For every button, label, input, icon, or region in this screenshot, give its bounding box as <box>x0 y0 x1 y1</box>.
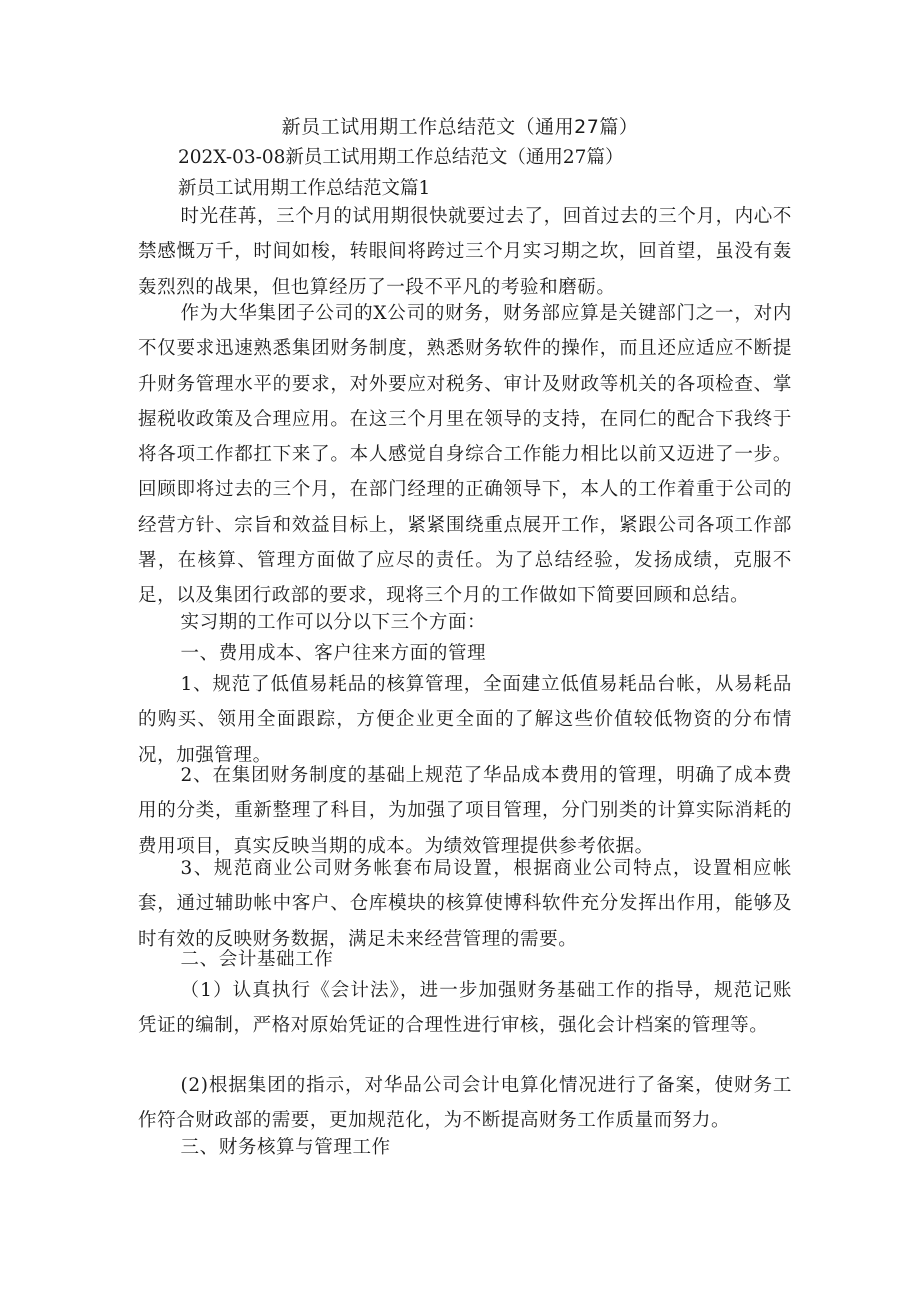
list-item-1: 1、规范了低值易耗品的核算管理，全面建立低值易耗品台帐，从易耗品的购买、领用全面跟踪，方便企业更全面的了解这些价值较低物资的分布情况，加强管理。 <box>138 674 792 766</box>
subheading-2: 二、会计基础工作 <box>180 949 334 970</box>
document-date-line: 202X-03-08新员工试用期工作总结范文（通用27篇） <box>178 147 624 168</box>
subheading-1: 一、费用成本、客户往来方面的管理 <box>180 643 487 664</box>
list-item-5: (2)根据集团的指示，对华品公司会计电算化情况进行了备案，使财务工作符合财政部的需要，更加规范化，为不断提高财务工作质量而努力。 <box>138 1075 792 1132</box>
section-heading: 新员工试用期工作总结范文篇1 <box>178 178 431 199</box>
paragraph-3: 实习期的工作可以分以下三个方面： <box>180 612 487 633</box>
list-item-4: （1）认真执行《会计法》，进一步加强财务基础工作的指导，规范记账凭证的编制，严格对原始凭证的合理性进行审核，强化会计档案的管理等。 <box>138 980 792 1037</box>
list-item-3: 3、规范商业公司财务帐套布局设置，根据商业公司特点，设置相应帐套，通过辅助帐中客户、仓库模块的核算使博科软件充分发挥出作用，能够及时有效的反映财务数据，满足未来经营管理的需要。 <box>138 858 792 950</box>
paragraph-1: 时光荏苒，三个月的试用期很快就要过去了，回首过去的三个月，内心不禁感慨万千，时间如梭，转眼间将跨过三个月实习期之坎，回首望，虽没有轰轰烈烈的战果，但也算经历了一段不平凡的考验和磨砺。 <box>138 206 792 298</box>
list-item-2: 2、在集团财务制度的基础上规范了华品成本费用的管理，明确了成本费用的分类，重新整理了科目，为加强了项目管理，分门别类的计算实际消耗的费用项目，真实反映当期的成本。为绩效管理提供参考依据。 <box>138 765 792 857</box>
subheading-3: 三、财务核算与管理工作 <box>180 1137 391 1158</box>
document-title: 新员工试用期工作总结范文（通用27篇） <box>281 116 639 138</box>
paragraph-2: 作为大华集团子公司的X公司的财务，财务部应算是关键部门之一，对内不仅要求迅速熟悉集团财务制度，熟悉财务软件的操作，而且还应适应不断提升财务管理水平的要求，对外要应对税务、审计及财政等机关的各项检查、掌握税收政策及合理应用。在这三个月里在领导的支持，在同仁的配合下我终于将各项工作都扛下来了。本人感觉自身综合工作能力相比以前又迈进了一步。回顾即将过去的三个月，在部门经理的正确领导下，本人的工作着重于公司的经营方针、宗旨和效益目标上，紧紧围绕重点展开工作，紧跟公司各项工作部署，在核算、管理方面做了应尽的责任。为了总结经验，发扬成绩，克服不足，以及集团行政部的要求，现将三个月的工作做如下简要回顾和总结。 <box>138 303 792 607</box>
